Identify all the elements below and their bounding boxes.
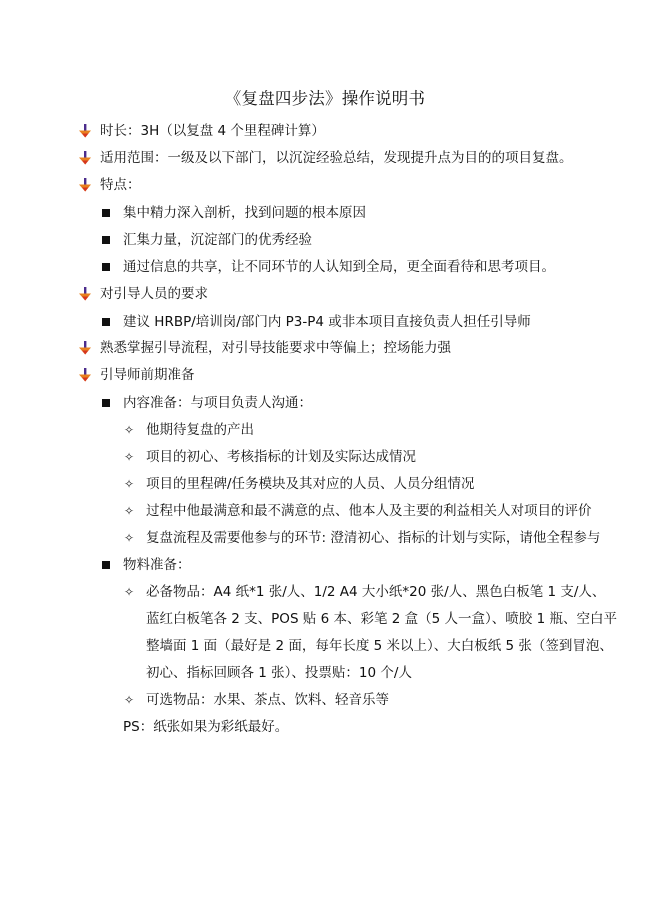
diamond-bullet-icon: ✧: [124, 531, 135, 545]
material-prep-heading: 物料准备：: [123, 557, 191, 573]
square-bullet-icon: [102, 209, 110, 217]
ps-note: PS：纸张如果为彩纸最好。: [123, 719, 289, 735]
features-heading: 特点：: [100, 177, 141, 193]
diamond-bullet-icon: ✧: [124, 423, 135, 437]
square-bullet-icon: [102, 561, 110, 569]
material-required-line: 整墙面 1 面（最好是 2 面，每年长度 5 米以上）、大白板纸 5 张（签到冒泡、: [146, 638, 613, 654]
guide-requirements-heading: 对引导人员的要求: [100, 286, 208, 302]
content-prep-heading: 内容准备：与项目负责人沟通：: [123, 395, 312, 411]
square-bullet-icon: [102, 318, 110, 326]
arrow-bullet-icon: [78, 151, 92, 165]
arrow-bullet-icon: [78, 368, 92, 382]
familiar-text: 熟悉掌握引导流程，对引导技能要求中等偏上；控场能力强: [100, 340, 451, 356]
feature-item: 集中精力深入剖析，找到问题的根本原因: [123, 205, 366, 221]
arrow-bullet-icon: [78, 178, 92, 192]
scope-text: 适用范围：一级及以下部门，以沉淀经验总结，发现提升点为目的的项目复盘。: [100, 150, 573, 166]
diamond-bullet-icon: ✧: [124, 693, 135, 707]
content-item: 项目的初心、考核指标的计划及实际达成情况: [146, 449, 416, 465]
square-bullet-icon: [102, 399, 110, 407]
square-bullet-icon: [102, 263, 110, 271]
material-optional-text: 可选物品：水果、茶点、饮料、轻音乐等: [146, 692, 389, 708]
arrow-bullet-icon: [78, 287, 92, 301]
document-title: 《复盘四步法》操作说明书: [224, 89, 426, 108]
material-required-line: 蓝红白板笔各 2 支、POS 贴 6 本、彩笔 2 盒（5 人一盒）、喷胶 1 瓶、空白平: [146, 611, 617, 627]
material-required-line: 必备物品：A4 纸*1 张/人、1/2 A4 大小纸*20 张/人、黑色白板笔 1 支/人、: [146, 584, 606, 600]
content-item: 复盘流程及需要他参与的环节: 澄清初心、指标的计划与实际，请他全程参与: [146, 530, 601, 546]
prep-heading: 引导师前期准备: [100, 367, 195, 383]
duration-text: 时长：3H（以复盘 4 个里程碑计算）: [100, 123, 325, 139]
content-item: 他期待复盘的产出: [146, 422, 254, 438]
diamond-bullet-icon: ✧: [124, 450, 135, 464]
square-bullet-icon: [102, 236, 110, 244]
diamond-bullet-icon: ✧: [124, 504, 135, 518]
arrow-bullet-icon: [78, 124, 92, 138]
content-item: 项目的里程碑/任务模块及其对应的人员、人员分组情况: [146, 476, 475, 492]
feature-item: 汇集力量，沉淀部门的优秀经验: [123, 232, 312, 248]
diamond-bullet-icon: ✧: [124, 585, 135, 599]
arrow-bullet-icon: [78, 341, 92, 355]
feature-item: 通过信息的共享，让不同环节的人认知到全局，更全面看待和思考项目。: [123, 259, 555, 275]
guide-requirement-item: 建议 HRBP/培训岗/部门内 P3-P4 或非本项目直接负责人担任引导师: [123, 314, 531, 330]
material-required-line: 初心、指标回顾各 1 张）、投票贴：10 个/人: [146, 665, 412, 681]
diamond-bullet-icon: ✧: [124, 477, 135, 491]
content-item: 过程中他最满意和最不满意的点、他本人及主要的利益相关人对项目的评价: [146, 503, 592, 519]
